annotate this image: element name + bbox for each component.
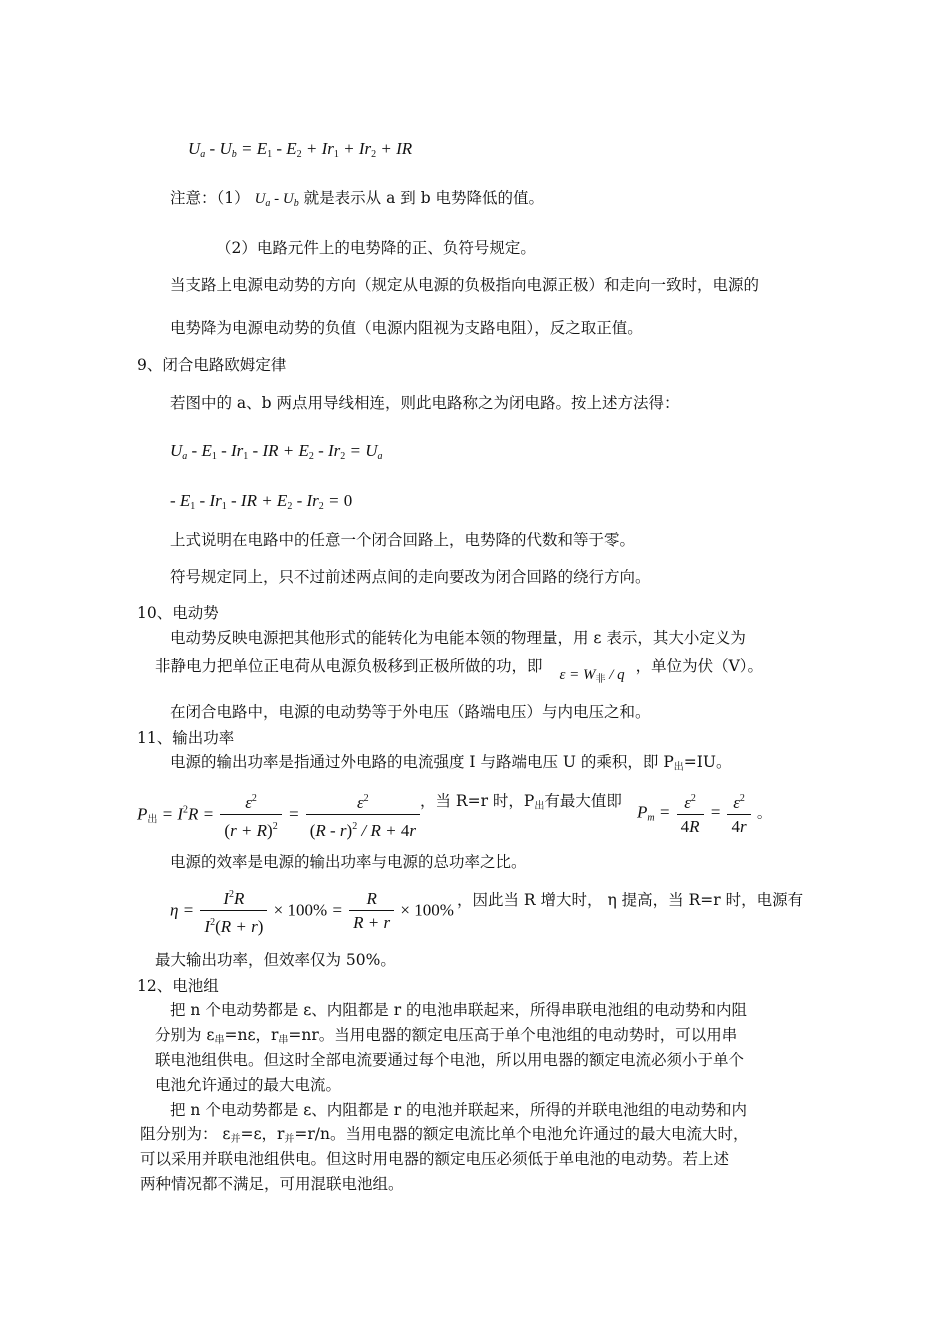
- paragraph-11c: 电源的效率是电源的输出功率与电源的总功率之比。: [170, 853, 527, 871]
- note-prefix: 注意：（1）: [170, 189, 250, 207]
- paragraph-12e: 把 n 个电动势都是 ε、内阻都是 r 的电池并联起来，所得的并联电池组的电动势和内: [170, 1101, 748, 1119]
- paragraph-11a: 电源的输出功率是指通过外电路的电流强度 I 与路端电压 U 的乘积，即 $P_出=IU$。: [170, 753, 732, 773]
- equation-efficiency: η = $\frac{I^2R}{I^2(R + r)}$ × 100% = $\frac{R}{R + r}$ × 100%: [170, 884, 454, 939]
- equation-potential-difference: $U_a - U_b = E_1 - E_2 + Ir_1 + Ir_2$ + IR: [188, 139, 413, 160]
- paragraph-10b: [155, 656, 763, 691]
- equation-output-power: $P_出 = I^2R$ = $\frac{\varepsilon^2}{(r + R)^2}$ = $\frac{\varepsilon^2}{(R - r)^2 / R + 4r}$: [137, 788, 422, 843]
- paragraph-1b: 电势降为电源电动势的负值（电源内阻视为支路电阻），反之取正值。: [170, 319, 643, 337]
- paragraph-12g: 可以采用并联电池组供电。但这时用电器的额定电压必须低于单电池的电动势。若上述: [140, 1150, 730, 1168]
- paragraph-12h: 两种情况都不满足，可用混联电池组。: [140, 1175, 404, 1193]
- paragraph-11e: 最大输出功率，但效率仅为 50%。: [155, 951, 396, 969]
- paragraph-9b: 上式说明在电路中的任意一个闭合回路上，电势降的代数和等于零。: [170, 531, 636, 549]
- paragraph-11b: ，当 R=r 时，$P_出$有最大值即: [420, 792, 622, 812]
- equation-closed-loop-1: $U_a - E_1 - Ir_1$ - IR + $E_2 - Ir_2 = U_a$: [170, 441, 383, 462]
- equation-closed-loop-2: - $E_1 - Ir_1$ - IR + $E_2 - Ir_2 = 0$: [170, 491, 353, 512]
- note-suffix: 就是表示从 a 到 b 电势降低的值。: [303, 189, 545, 207]
- p10b-pre: 非静电力把单位正电荷从电源负极移到正极所做的功，即: [155, 657, 543, 675]
- paragraph-12f: 阻分别为： $\varepsilon_并=\varepsilon$，$r_并=r/n$。当用电器的额定电流比单个电池允许通过的最大电流大时，: [140, 1125, 749, 1145]
- paragraph-12b: 分别为 $\varepsilon_串=n\varepsilon$，$r_串=nr$。当用电器的额定电压高于单个电池组的电动势时，可以用串: [155, 1026, 738, 1046]
- paragraph-12c: 联电池组供电。但这时全部电流要通过每个电池，所以用电器的额定电流必须小于单个: [155, 1051, 745, 1069]
- paragraph-10c: 在闭合电路中，电源的电动势等于外电压（路端电压）与内电压之和。: [170, 703, 651, 721]
- heading-11: 11、输出功率: [137, 729, 235, 747]
- note-line-2: （2）电路元件上的电势降的正、负符号规定。: [216, 239, 536, 257]
- paragraph-1a: 当支路上电源电动势的方向（规定从电源的负极指向电源正极）和走向一致时，电源的: [170, 276, 760, 294]
- equation-emf-definition: $\varepsilon = W_非 / q$: [559, 667, 625, 685]
- p10b-post: ，单位为伏（V）。: [635, 657, 764, 675]
- paragraph-9c: 符号规定同上，只不过前述两点间的走向要改为闭合回路的绕行方向。: [170, 568, 651, 586]
- heading-12: 12、电池组: [137, 977, 219, 995]
- paragraph-9a: 若图中的 a、b 两点用导线相连，则此电路称之为闭电路。按上述方法得：: [170, 394, 680, 412]
- paragraph-11d: ，因此当 R 增大时， η 提高，当 R=r 时，电源有: [457, 891, 804, 909]
- heading-9: 9、闭合电路欧姆定律: [137, 356, 287, 374]
- paragraph-12a: 把 n 个电动势都是 ε、内阻都是 r 的电池串联起来，所得串联电池组的电动势和内阻: [170, 1001, 748, 1019]
- equation-max-power: $P_m$ = $\frac{\varepsilon^2}{4R}$ = $\frac{\varepsilon^2}{4r}$ 。: [637, 788, 772, 839]
- heading-10: 10、电动势: [137, 604, 219, 622]
- paragraph-10a: 电动势反映电源把其他形式的能转化为电能本领的物理量，用 ε 表示，其大小定义为: [170, 629, 746, 647]
- note-line-1: 注意：（1） $U_a - U_b$ 就是表示从 a 到 b 电势降低的值。: [170, 189, 545, 209]
- paragraph-12d: 电池允许通过的最大电流。: [155, 1076, 342, 1094]
